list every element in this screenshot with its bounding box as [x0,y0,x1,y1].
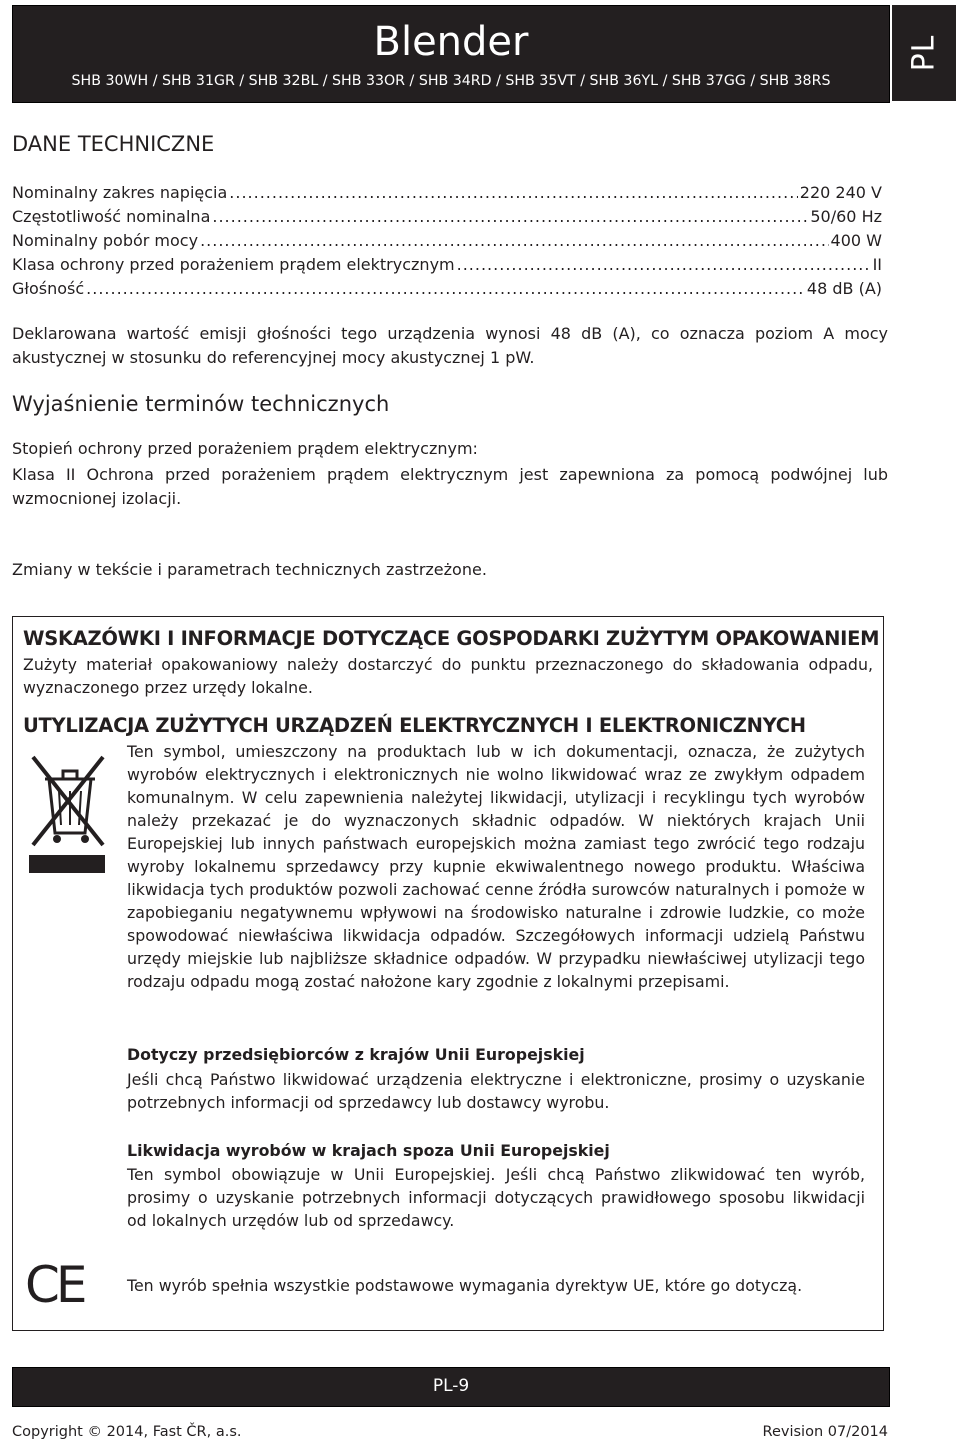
ce-text: Ten wyrób spełnia wszystkie podstawowe wymagania dyrektyw UE, które go dotyczą. [127,1276,803,1295]
eu-text: Jeśli chcą Państwo likwidować urządzenia elektryczne i elektroniczne, prosimy o uzyskanie potrzebnych informacji od sprzedawcy lub dostawcy wyrobu. [127,1070,865,1112]
dot-leader [212,205,808,229]
page-number: PL-9 [432,1376,470,1396]
dot-leader [200,229,828,253]
disposal-title: UTYLIZACJA ZUŻYTYCH URZĄDZEŃ ELEKTRYCZNYCH I ELEKTRONICZNYCH [23,714,806,737]
packaging-title: WSKAZÓWKI I INFORMACJE DOTYCZĄCE GOSPODARKI ZUŻYTYM OPAKOWANIEM [23,627,880,650]
dot-leader [229,181,798,205]
eu-title: Dotyczy przedsiębiorców z krajów Unii Europejskiej [127,1045,585,1064]
spec-row [12,181,882,205]
spec-value: 400 W [830,231,882,250]
spec-label: Głośność [12,279,85,298]
header-bar [12,5,890,103]
dot-leader [457,253,871,277]
document-title: Blender [373,19,529,65]
spec-value: 50/60 Hz [810,207,882,226]
spec-value: II [872,255,882,274]
packaging-text: Zużyty materiał opakowaniowy należy dostarczyć do punktu przeznaczonego do składowania odpadu, wyznaczonego przez urzędy lokalne. [23,655,873,697]
dot-leader [86,277,805,301]
spec-row [12,253,882,277]
non-eu-title: Likwidacja wyrobów w krajach spoza Unii Europejskiej [127,1141,610,1160]
disposal-text: Ten symbol, umieszczony na produktach lub w ich dokumentacji, oznacza, że zużytych wyrobów elektrycznych i elektronicznych nie wolno likwidować wraz ze zwykłym odpadem komunalnym. W celu zapewnienia należytej likwidacji, utylizacji i recyklingu tych wyrobów należy przekazać je do wyznaczonych składnic odpadów. W niektórych krajach Unii Europejskiej lub innych państwach europejskich można zamiast tego zwrócić tego rodzaju wyroby lokalnemu sprzedawcy przy kupnie ekwiwalentnego nowego produktu. Właściwa likwidacja tych produktów pozwoli zachować cenne źródła surowców naturalnych i pomoże w zapobieganiu negatywnemu wpływowi na środowisko naturalne i zdrowie ludzkie, co może spowodować niewłaściwa likwidacja odpadów. Szczegółowych informacji udzielą Państwu urzędy miejskie lub najbliższe składnice odpadów. W przypadku niewłaściwej utylizacji tego rodzaju odpadu mogą zostać nałożone kary zgodnie z lokalnymi przepisami. [127,742,865,991]
spec-label: Nominalny pobór mocy [12,231,199,250]
revision: Revision 07/2014 [762,1424,888,1440]
terms-subtitle: Stopień ochrony przed porażeniem prądem elektrycznym: [12,439,478,458]
spec-row [12,205,882,229]
page-number-bar [12,1367,890,1407]
environment-info-box [12,616,884,1331]
spec-row [12,229,882,253]
spec-label: Nominalny zakres napięcia [12,183,228,202]
noise-note: Deklarowana wartość emisji głośności tego urządzenia wynosi 48 dB (A), co oznacza poziom A mocy akustycznej w stosunku do referencyjnej mocy akustycznej 1 pW. [12,324,888,367]
model-list: SHB 30WH / SHB 31GR / SHB 32BL / SHB 33OR / SHB 34RD / SHB 35VT / SHB 36YL / SHB 37GG / SHB 38RS [71,73,831,89]
non-eu-text: Ten symbol obowiązuje w Unii Europejskiej. Jeśli chcą Państwo zlikwidować ten wyrób, prosimy o uzyskanie potrzebnych informacji dotyczących prawidłowego sposobu likwidacji od lokalnych urzędów lub od sprzedawcy. [127,1165,865,1230]
terms-text: Klasa II Ochrona przed porażeniem prądem elektrycznym jest zapewniona za pomocą podwójnej lub wzmocnionej izolacji. [12,465,888,508]
section-title-terms: Wyjaśnienie terminów technicznych [12,392,390,416]
ce-mark-icon: CE [25,1256,84,1314]
spec-value: 220 240 V [799,183,882,202]
language-label: PL [906,34,942,72]
spec-row [12,277,882,301]
spec-label: Częstotliwość nominalna [12,207,211,226]
copyright: Copyright © 2014, Fast ČR, a.s. [12,1424,242,1440]
changes-note: Zmiany w tekście i parametrach technicznych zastrzeżone. [12,560,487,579]
language-tab [892,5,956,101]
section-title-technical: DANE TECHNICZNE [12,132,215,156]
spec-value: 48 dB (A) [806,279,882,298]
spec-label: Klasa ochrony przed porażeniem prądem elektrycznym [12,255,455,274]
weee-crossed-bin-icon [27,747,107,877]
